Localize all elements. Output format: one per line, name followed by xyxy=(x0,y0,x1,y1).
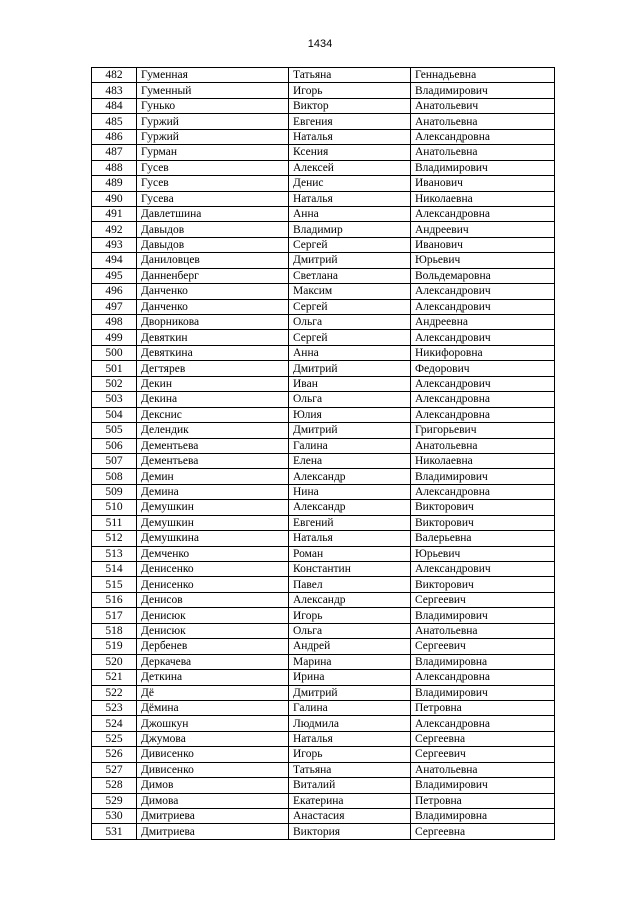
row-number-cell: 511 xyxy=(92,515,137,530)
given-name-cell: Роман xyxy=(289,546,411,561)
surname-cell: Девяткина xyxy=(137,345,289,360)
patronymic-cell: Анатольевна xyxy=(411,623,555,638)
given-name-cell: Ольга xyxy=(289,623,411,638)
row-number-cell: 496 xyxy=(92,284,137,299)
table-row xyxy=(92,716,555,731)
row-number-cell: 517 xyxy=(92,608,137,623)
table-row xyxy=(92,361,555,376)
patronymic-cell: Сергеевна xyxy=(411,824,555,839)
row-number-cell: 499 xyxy=(92,330,137,345)
given-name-cell: Евгений xyxy=(289,515,411,530)
table-row xyxy=(92,315,555,330)
row-number-cell: 510 xyxy=(92,500,137,515)
row-number-cell: 500 xyxy=(92,345,137,360)
surname-cell: Гусев xyxy=(137,176,289,191)
row-number-cell: 526 xyxy=(92,747,137,762)
surname-cell: Гунько xyxy=(137,98,289,113)
patronymic-cell: Анатольевна xyxy=(411,438,555,453)
surname-cell: Гусева xyxy=(137,191,289,206)
surname-cell: Данченко xyxy=(137,284,289,299)
patronymic-cell: Александрович xyxy=(411,376,555,391)
patronymic-cell: Анатольевич xyxy=(411,98,555,113)
patronymic-cell: Николаевна xyxy=(411,191,555,206)
given-name-cell: Дмитрий xyxy=(289,253,411,268)
surname-cell: Дементьева xyxy=(137,438,289,453)
surname-cell: Денисенко xyxy=(137,562,289,577)
given-name-cell: Максим xyxy=(289,284,411,299)
surname-cell: Декин xyxy=(137,376,289,391)
surname-cell: Деткина xyxy=(137,670,289,685)
surname-cell: Гурман xyxy=(137,145,289,160)
given-name-cell: Татьяна xyxy=(289,68,411,83)
row-number-cell: 520 xyxy=(92,654,137,669)
surname-cell: Дербенев xyxy=(137,639,289,654)
surname-cell: Дивисенко xyxy=(137,747,289,762)
surname-cell: Гусев xyxy=(137,160,289,175)
table-row xyxy=(92,515,555,530)
given-name-cell: Денис xyxy=(289,176,411,191)
surname-cell: Давыдов xyxy=(137,237,289,252)
patronymic-cell: Андреевна xyxy=(411,315,555,330)
row-number-cell: 489 xyxy=(92,176,137,191)
patronymic-cell: Александровна xyxy=(411,670,555,685)
given-name-cell: Виктор xyxy=(289,98,411,113)
surname-cell: Демушкин xyxy=(137,500,289,515)
table-row xyxy=(92,824,555,839)
roster-body xyxy=(92,68,555,840)
patronymic-cell: Николаевна xyxy=(411,453,555,468)
patronymic-cell: Владимирович xyxy=(411,608,555,623)
patronymic-cell: Александровна xyxy=(411,129,555,144)
patronymic-cell: Иванович xyxy=(411,237,555,252)
given-name-cell: Сергей xyxy=(289,237,411,252)
given-name-cell: Сергей xyxy=(289,299,411,314)
table-row xyxy=(92,345,555,360)
row-number-cell: 504 xyxy=(92,407,137,422)
patronymic-cell: Сергеевич xyxy=(411,747,555,762)
patronymic-cell: Владимировна xyxy=(411,809,555,824)
row-number-cell: 514 xyxy=(92,562,137,577)
row-number-cell: 527 xyxy=(92,762,137,777)
given-name-cell: Виктория xyxy=(289,824,411,839)
table-row xyxy=(92,299,555,314)
row-number-cell: 528 xyxy=(92,778,137,793)
patronymic-cell: Никифоровна xyxy=(411,345,555,360)
patronymic-cell: Анатольевна xyxy=(411,762,555,777)
row-number-cell: 483 xyxy=(92,83,137,98)
surname-cell: Гуржий xyxy=(137,114,289,129)
table-row xyxy=(92,206,555,221)
surname-cell: Денисенко xyxy=(137,577,289,592)
row-number-cell: 515 xyxy=(92,577,137,592)
given-name-cell: Дмитрий xyxy=(289,361,411,376)
patronymic-cell: Владимировна xyxy=(411,654,555,669)
table-row xyxy=(92,268,555,283)
surname-cell: Демушкин xyxy=(137,515,289,530)
given-name-cell: Светлана xyxy=(289,268,411,283)
table-row xyxy=(92,129,555,144)
table-row xyxy=(92,98,555,113)
surname-cell: Денисюк xyxy=(137,608,289,623)
row-number-cell: 529 xyxy=(92,793,137,808)
given-name-cell: Алексей xyxy=(289,160,411,175)
table-row xyxy=(92,731,555,746)
patronymic-cell: Владимирович xyxy=(411,778,555,793)
given-name-cell: Нина xyxy=(289,484,411,499)
patronymic-cell: Геннадьевна xyxy=(411,68,555,83)
given-name-cell: Анастасия xyxy=(289,809,411,824)
table-row xyxy=(92,500,555,515)
table-row xyxy=(92,453,555,468)
given-name-cell: Александр xyxy=(289,469,411,484)
page-number: 1434 xyxy=(307,38,333,50)
surname-cell: Даниловцев xyxy=(137,253,289,268)
row-number-cell: 498 xyxy=(92,315,137,330)
surname-cell: Дмитриева xyxy=(137,824,289,839)
surname-cell: Дивисенко xyxy=(137,762,289,777)
patronymic-cell: Петровна xyxy=(411,700,555,715)
given-name-cell: Ирина xyxy=(289,670,411,685)
given-name-cell: Юлия xyxy=(289,407,411,422)
surname-cell: Демина xyxy=(137,484,289,499)
surname-cell: Данченко xyxy=(137,299,289,314)
row-number-cell: 519 xyxy=(92,639,137,654)
surname-cell: Декина xyxy=(137,392,289,407)
table-row xyxy=(92,423,555,438)
table-row xyxy=(92,762,555,777)
surname-cell: Денисюк xyxy=(137,623,289,638)
given-name-cell: Наталья xyxy=(289,191,411,206)
surname-cell: Гуменная xyxy=(137,68,289,83)
row-number-cell: 491 xyxy=(92,206,137,221)
row-number-cell: 487 xyxy=(92,145,137,160)
patronymic-cell: Григорьевич xyxy=(411,423,555,438)
surname-cell: Давлетшина xyxy=(137,206,289,221)
surname-cell: Гуржий xyxy=(137,129,289,144)
patronymic-cell: Юрьевич xyxy=(411,546,555,561)
row-number-cell: 503 xyxy=(92,392,137,407)
given-name-cell: Игорь xyxy=(289,747,411,762)
row-number-cell: 524 xyxy=(92,716,137,731)
table-row xyxy=(92,407,555,422)
table-row xyxy=(92,685,555,700)
patronymic-cell: Владимирович xyxy=(411,469,555,484)
surname-cell: Деркачева xyxy=(137,654,289,669)
given-name-cell: Татьяна xyxy=(289,762,411,777)
surname-cell: Дё xyxy=(137,685,289,700)
patronymic-cell: Сергеевич xyxy=(411,592,555,607)
row-number-cell: 497 xyxy=(92,299,137,314)
surname-cell: Дементьева xyxy=(137,453,289,468)
patronymic-cell: Александровна xyxy=(411,716,555,731)
patronymic-cell: Анатольевна xyxy=(411,114,555,129)
surname-cell: Давыдов xyxy=(137,222,289,237)
row-number-cell: 513 xyxy=(92,546,137,561)
table-row xyxy=(92,222,555,237)
surname-cell: Джошкун xyxy=(137,716,289,731)
given-name-cell: Анна xyxy=(289,206,411,221)
row-number-cell: 484 xyxy=(92,98,137,113)
table-row xyxy=(92,284,555,299)
row-number-cell: 492 xyxy=(92,222,137,237)
table-row xyxy=(92,639,555,654)
patronymic-cell: Сергеевна xyxy=(411,731,555,746)
given-name-cell: Галина xyxy=(289,700,411,715)
surname-cell: Девяткин xyxy=(137,330,289,345)
surname-cell: Дмитриева xyxy=(137,809,289,824)
table-row xyxy=(92,484,555,499)
patronymic-cell: Александровна xyxy=(411,206,555,221)
patronymic-cell: Анатольевна xyxy=(411,145,555,160)
patronymic-cell: Иванович xyxy=(411,176,555,191)
table-row xyxy=(92,330,555,345)
table-row xyxy=(92,700,555,715)
surname-cell: Дёмина xyxy=(137,700,289,715)
given-name-cell: Наталья xyxy=(289,129,411,144)
row-number-cell: 509 xyxy=(92,484,137,499)
table-row xyxy=(92,237,555,252)
table-row xyxy=(92,577,555,592)
patronymic-cell: Сергеевич xyxy=(411,639,555,654)
row-number-cell: 494 xyxy=(92,253,137,268)
patronymic-cell: Александрович xyxy=(411,562,555,577)
table-row xyxy=(92,83,555,98)
surname-cell: Гуменный xyxy=(137,83,289,98)
patronymic-cell: Викторович xyxy=(411,515,555,530)
given-name-cell: Павел xyxy=(289,577,411,592)
row-number-cell: 493 xyxy=(92,237,137,252)
row-number-cell: 490 xyxy=(92,191,137,206)
surname-cell: Дегтярев xyxy=(137,361,289,376)
given-name-cell: Елена xyxy=(289,453,411,468)
surname-cell: Демченко xyxy=(137,546,289,561)
surname-cell: Джумова xyxy=(137,731,289,746)
given-name-cell: Владимир xyxy=(289,222,411,237)
row-number-cell: 530 xyxy=(92,809,137,824)
table-row xyxy=(92,654,555,669)
row-number-cell: 505 xyxy=(92,423,137,438)
patronymic-cell: Владимирович xyxy=(411,83,555,98)
patronymic-cell: Викторович xyxy=(411,577,555,592)
row-number-cell: 485 xyxy=(92,114,137,129)
row-number-cell: 531 xyxy=(92,824,137,839)
row-number-cell: 486 xyxy=(92,129,137,144)
row-number-cell: 488 xyxy=(92,160,137,175)
patronymic-cell: Александрович xyxy=(411,299,555,314)
table-row xyxy=(92,376,555,391)
patronymic-cell: Александровна xyxy=(411,407,555,422)
row-number-cell: 516 xyxy=(92,592,137,607)
patronymic-cell: Андреевич xyxy=(411,222,555,237)
given-name-cell: Александр xyxy=(289,500,411,515)
row-number-cell: 518 xyxy=(92,623,137,638)
given-name-cell: Галина xyxy=(289,438,411,453)
given-name-cell: Ольга xyxy=(289,315,411,330)
given-name-cell: Игорь xyxy=(289,83,411,98)
given-name-cell: Иван xyxy=(289,376,411,391)
surname-cell: Демин xyxy=(137,469,289,484)
patronymic-cell: Владимирович xyxy=(411,685,555,700)
table-row xyxy=(92,747,555,762)
row-number-cell: 523 xyxy=(92,700,137,715)
table-row xyxy=(92,469,555,484)
given-name-cell: Дмитрий xyxy=(289,685,411,700)
patronymic-cell: Александрович xyxy=(411,330,555,345)
table-row xyxy=(92,176,555,191)
patronymic-cell: Петровна xyxy=(411,793,555,808)
surname-cell: Денисов xyxy=(137,592,289,607)
given-name-cell: Анна xyxy=(289,345,411,360)
given-name-cell: Ксения xyxy=(289,145,411,160)
row-number-cell: 507 xyxy=(92,453,137,468)
given-name-cell: Наталья xyxy=(289,731,411,746)
given-name-cell: Дмитрий xyxy=(289,423,411,438)
given-name-cell: Александр xyxy=(289,592,411,607)
table-row xyxy=(92,438,555,453)
patronymic-cell: Александровна xyxy=(411,484,555,499)
row-number-cell: 522 xyxy=(92,685,137,700)
table-row xyxy=(92,160,555,175)
table-row xyxy=(92,546,555,561)
row-number-cell: 512 xyxy=(92,531,137,546)
table-row xyxy=(92,809,555,824)
surname-cell: Делендик xyxy=(137,423,289,438)
table-row xyxy=(92,68,555,83)
table-row xyxy=(92,778,555,793)
row-number-cell: 525 xyxy=(92,731,137,746)
surname-cell: Дворникова xyxy=(137,315,289,330)
given-name-cell: Игорь xyxy=(289,608,411,623)
patronymic-cell: Юрьевич xyxy=(411,253,555,268)
table-row xyxy=(92,531,555,546)
given-name-cell: Константин xyxy=(289,562,411,577)
table-row xyxy=(92,145,555,160)
table-row xyxy=(92,191,555,206)
given-name-cell: Людмила xyxy=(289,716,411,731)
surname-cell: Данненберг xyxy=(137,268,289,283)
given-name-cell: Наталья xyxy=(289,531,411,546)
surname-cell: Декснис xyxy=(137,407,289,422)
table-row xyxy=(92,562,555,577)
patronymic-cell: Александровна xyxy=(411,392,555,407)
given-name-cell: Виталий xyxy=(289,778,411,793)
given-name-cell: Екатерина xyxy=(289,793,411,808)
row-number-cell: 521 xyxy=(92,670,137,685)
table-row xyxy=(92,392,555,407)
table-row xyxy=(92,793,555,808)
given-name-cell: Сергей xyxy=(289,330,411,345)
given-name-cell: Марина xyxy=(289,654,411,669)
patronymic-cell: Викторович xyxy=(411,500,555,515)
patronymic-cell: Александрович xyxy=(411,284,555,299)
patronymic-cell: Федорович xyxy=(411,361,555,376)
table-row xyxy=(92,253,555,268)
table-row xyxy=(92,623,555,638)
patronymic-cell: Вольдемаровна xyxy=(411,268,555,283)
surname-cell: Димова xyxy=(137,793,289,808)
name-roster-table xyxy=(91,67,555,840)
table-row xyxy=(92,670,555,685)
table-row xyxy=(92,114,555,129)
row-number-cell: 482 xyxy=(92,68,137,83)
given-name-cell: Андрей xyxy=(289,639,411,654)
row-number-cell: 508 xyxy=(92,469,137,484)
given-name-cell: Ольга xyxy=(289,392,411,407)
row-number-cell: 501 xyxy=(92,361,137,376)
given-name-cell: Евгения xyxy=(289,114,411,129)
row-number-cell: 502 xyxy=(92,376,137,391)
table-row xyxy=(92,608,555,623)
patronymic-cell: Валерьевна xyxy=(411,531,555,546)
table-row xyxy=(92,592,555,607)
patronymic-cell: Владимирович xyxy=(411,160,555,175)
surname-cell: Демушкина xyxy=(137,531,289,546)
row-number-cell: 506 xyxy=(92,438,137,453)
surname-cell: Димов xyxy=(137,778,289,793)
row-number-cell: 495 xyxy=(92,268,137,283)
